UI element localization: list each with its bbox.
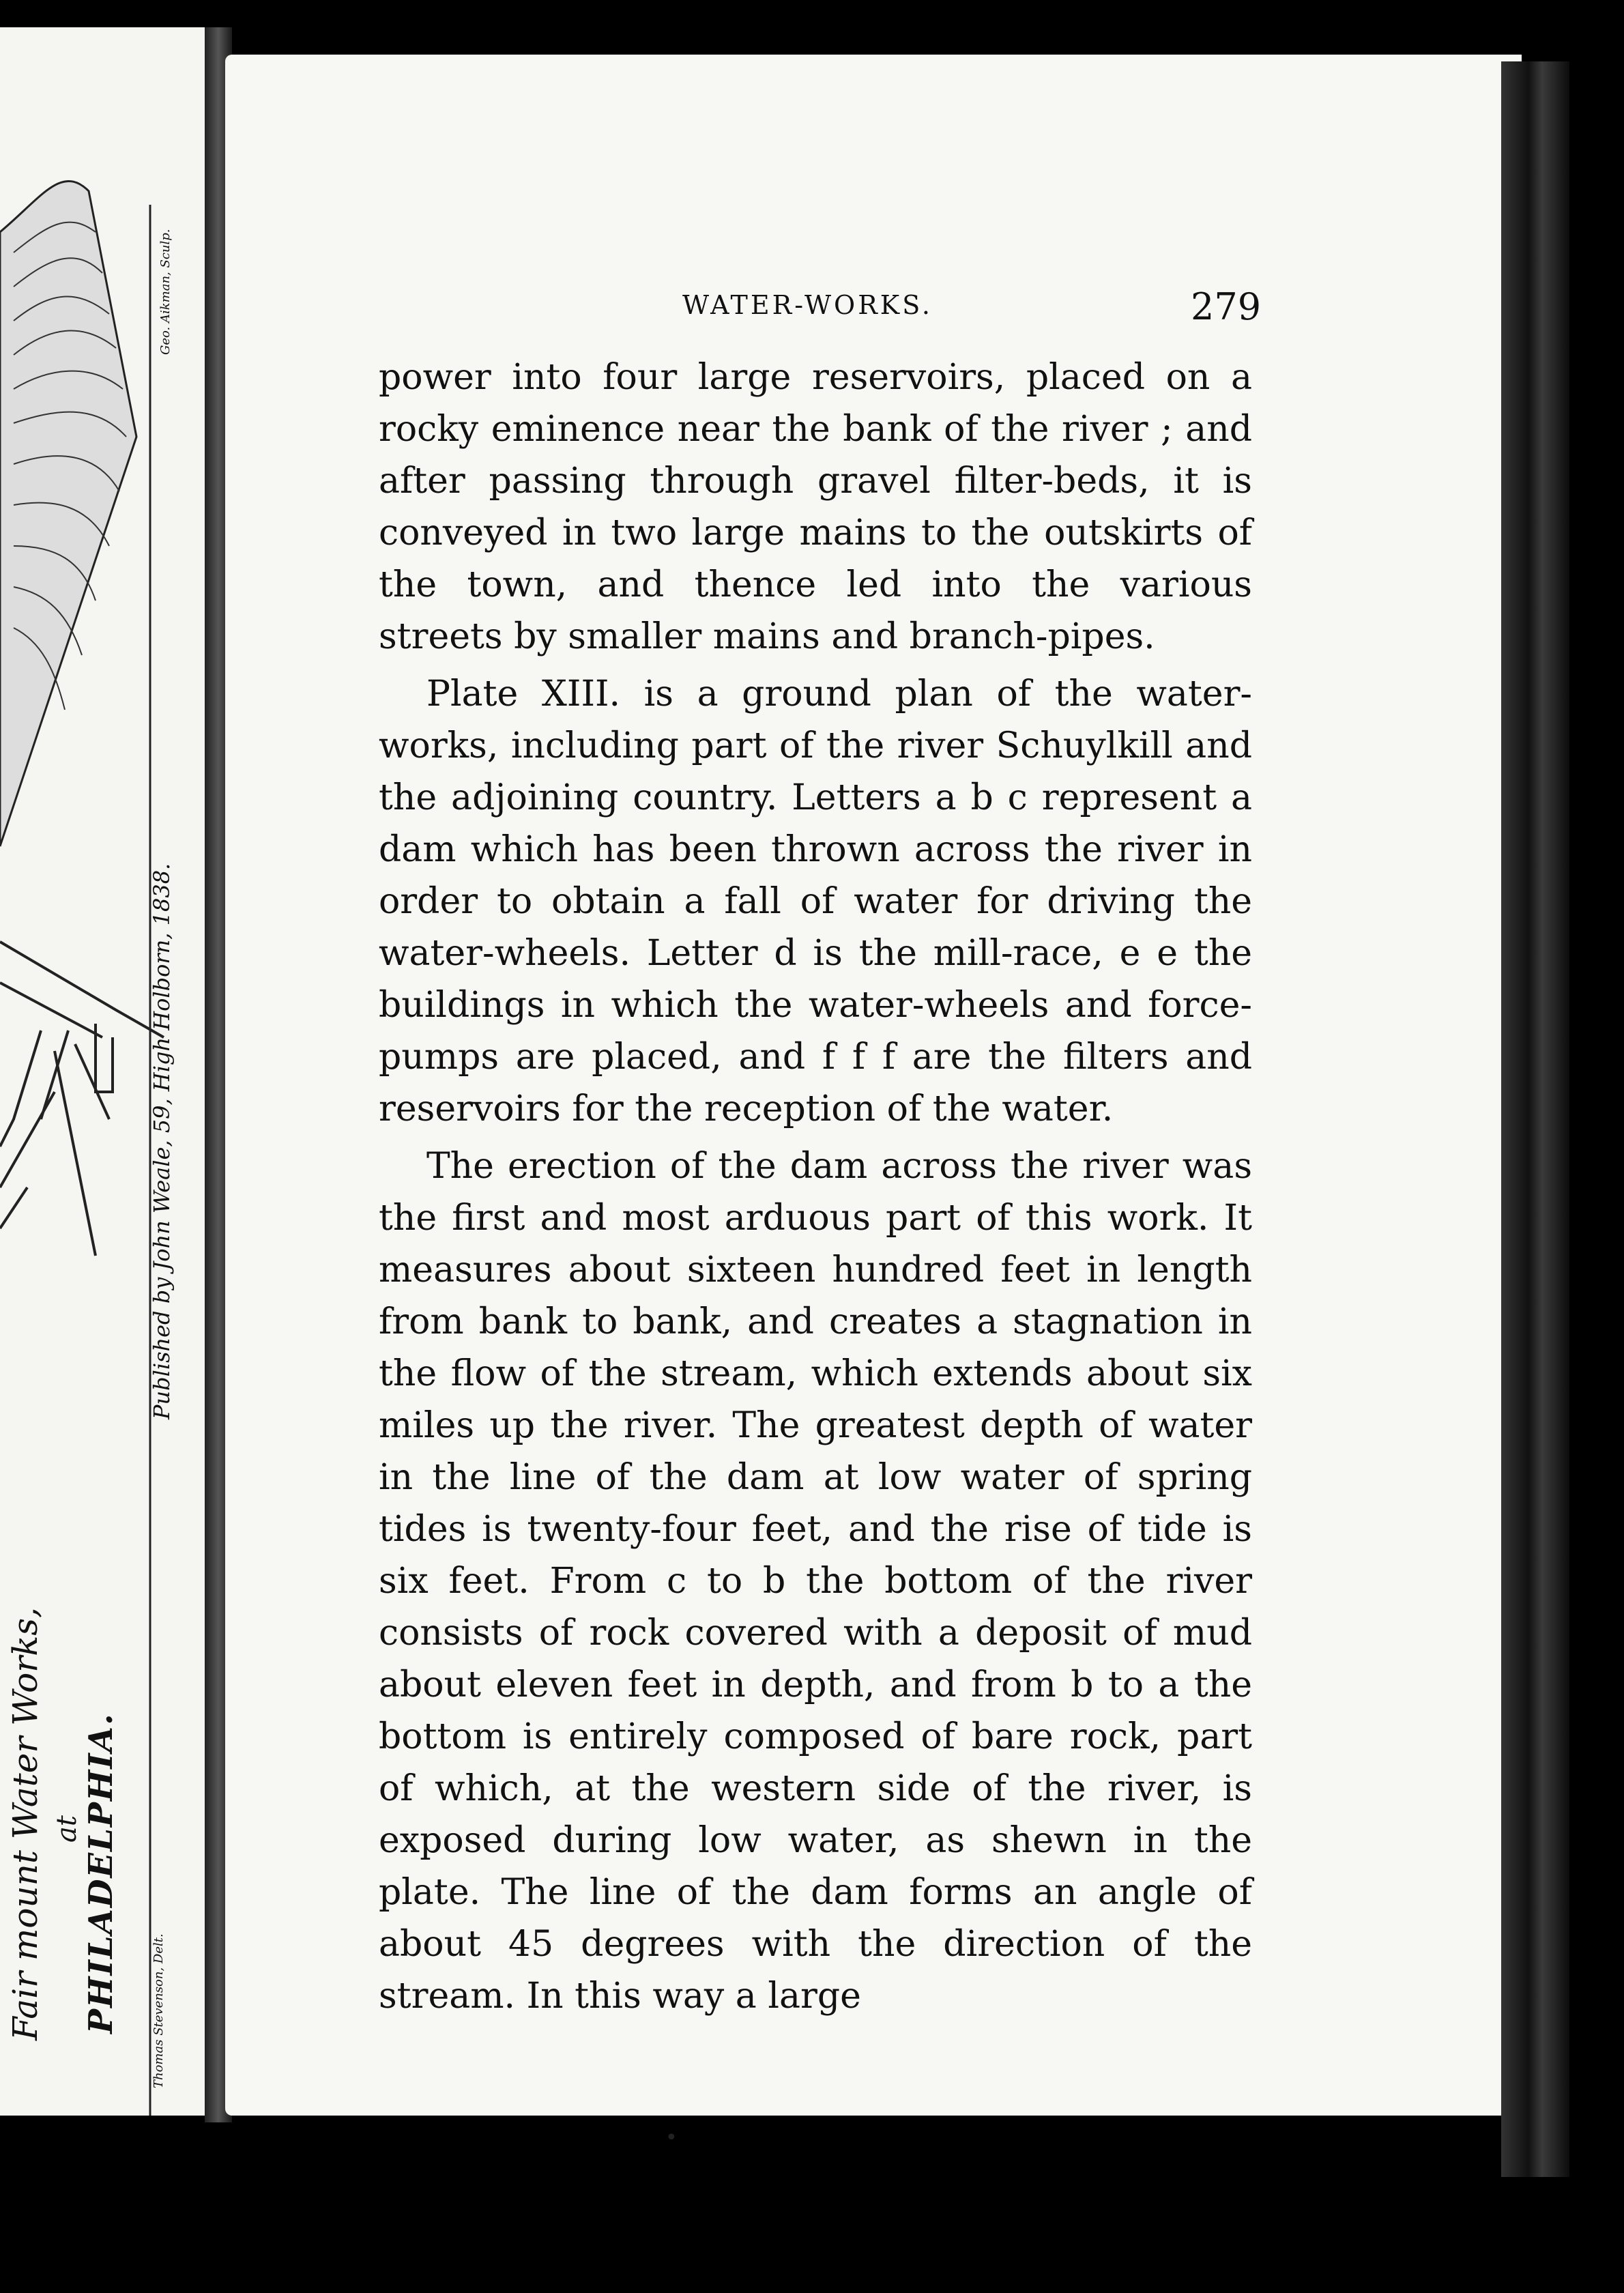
running-head: WATER-WORKS.: [682, 290, 933, 320]
body-text: [379, 351, 1252, 2022]
designer-credit: Thomas Stevenson, Delt.: [151, 1933, 166, 2088]
plate-city: PHILADELPHIA.: [82, 1712, 120, 2034]
paragraph: Plate XIII. is a ground plan of the water-works, including part of the river Schuylkill and the adjoining country. Letters a b c represent a dam which has been thrown across the river in order to obtain a fall of water for driving the water-wheels. Letter d is the mill-race, e e the buildings in which the water-wheels and force-pumps are placed, and f f f are the filters and reservoirs for the reception of the water.: [379, 674, 1252, 1129]
plate-at: at: [51, 1815, 83, 1843]
page-mark: •: [665, 2126, 678, 2150]
plate-engraving: [0, 27, 205, 2116]
page-edge: [1501, 61, 1569, 2177]
engraver-credit: Geo. Aikman, Sculp.: [158, 229, 173, 355]
paragraph: power into four large reservoirs, placed on a rocky eminence near the bank of the river ; and after passing through gravel filter-beds, it is conveyed in two large mains to the outskirts of the town, and thence led into the various streets by smaller mains and branch-pipes.: [379, 357, 1252, 657]
publisher-credit: Published by John Weale, 59, High Holborn, 1838.: [149, 863, 175, 1419]
page-number: 279: [1191, 285, 1262, 328]
paragraph: The erection of the dam across the river was the first and most arduous part of this work. It measures about sixteen hundred feet in length from bank to bank, and creates a stagnation in the flow of the stream, which extends about six miles up the river. The greatest depth of water in the line of the dam at low water of spring tides is twenty-four feet, and the rise of tide is six feet. From c to b the bottom of the river consists of rock covered with a deposit of mud about eleven feet in depth, and from b to a the bottom is entirely composed of bare rock, part of which, at the western side of the river, is exposed during low water, as shewn in the plate. The line of the dam forms an angle of about 45 degrees with the direction of the stream. In this way a large: [379, 1146, 1252, 2017]
plate-title: Fair mount Water Works,: [5, 1607, 45, 2040]
